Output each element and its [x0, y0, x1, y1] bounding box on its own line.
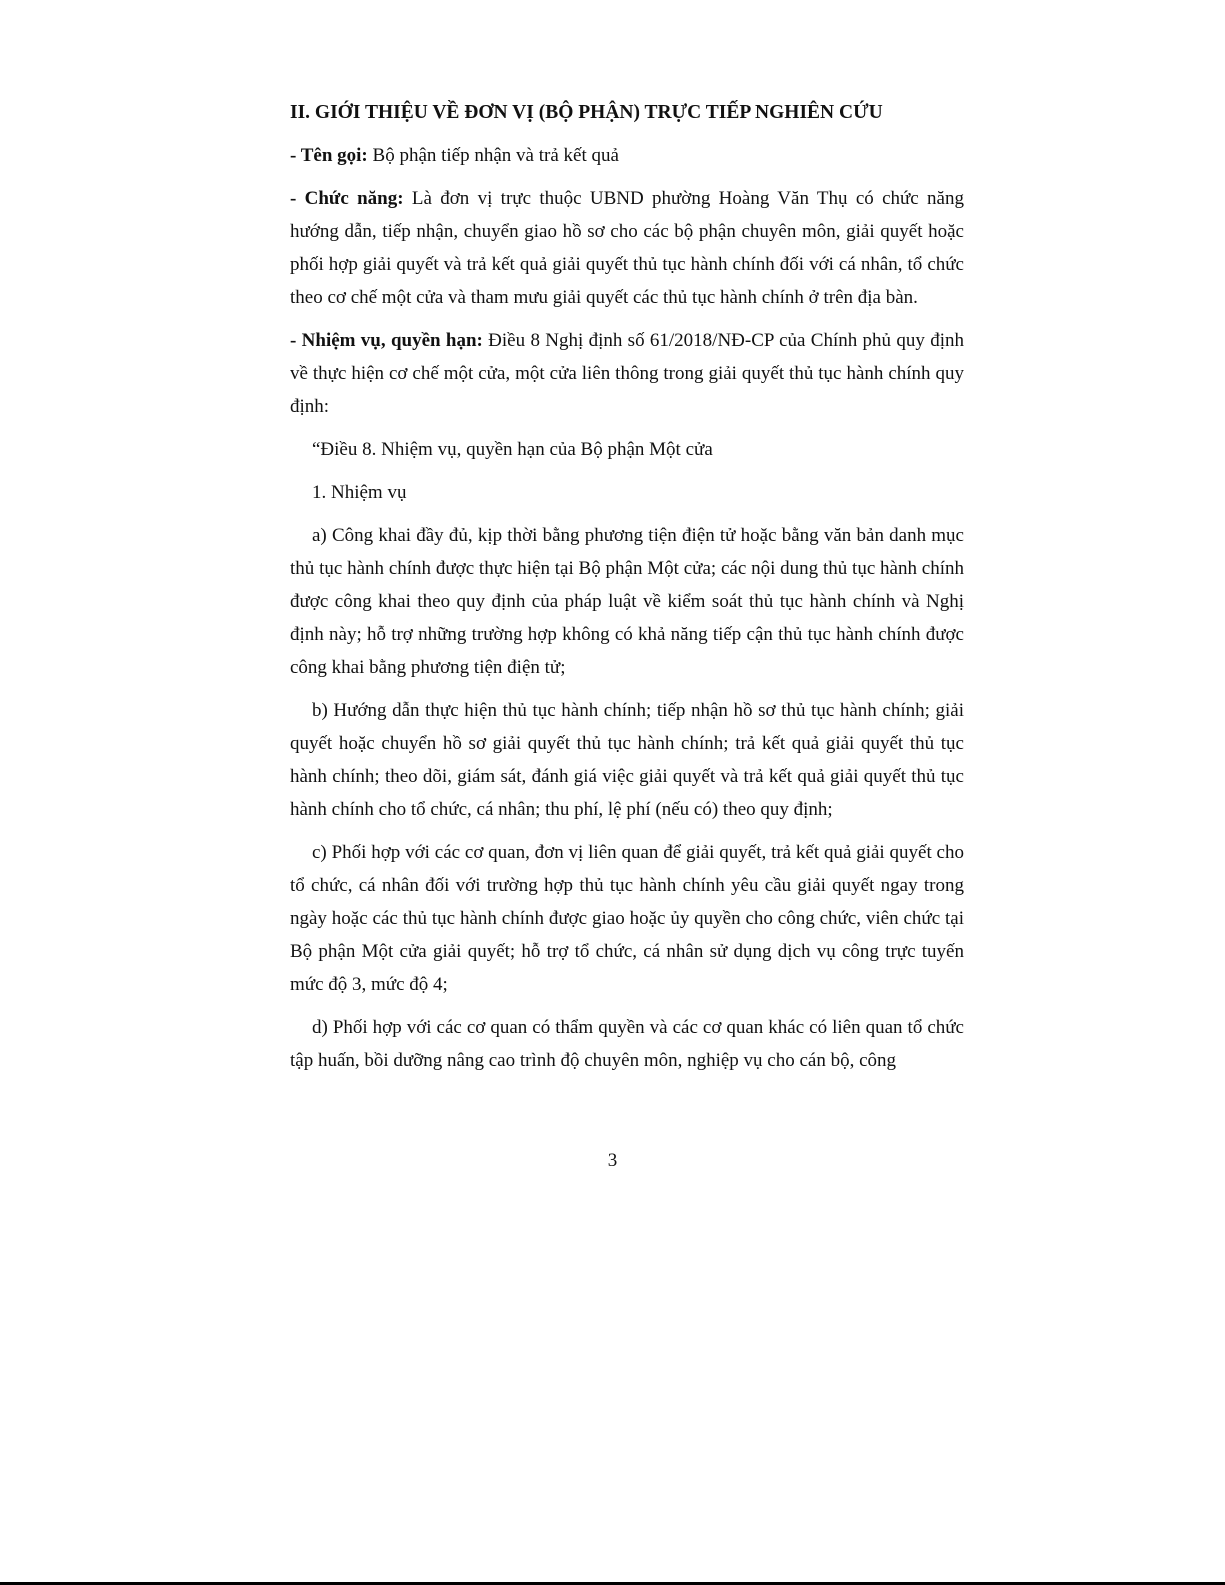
section-heading: II. GIỚI THIỆU VỀ ĐƠN VỊ (BỘ PHẬN) TRỰC TIẾP NGHIÊN CỨU	[290, 102, 883, 123]
ten-goi-label: - Tên gọi:	[290, 145, 368, 166]
ten-goi-text: Bộ phận tiếp nhận và trả kết quả	[367, 145, 619, 166]
chuc-nang-paragraph	[290, 182, 964, 314]
list-item: b) Hướng dẫn thực hiện thủ tục hành chính; tiếp nhận hồ sơ thủ tục hành chính; giải quyết hoặc chuyển hồ sơ giải quyết thủ tục hành chính; trả kết quả giải quyết thủ tục hành chính; theo dõi, giám sát, đánh giá việc giải quyết và trả kết quả giải quyết thủ tục hành chính cho tổ chức, cá nhân; thu phí, lệ phí (nếu có) theo quy định;	[290, 700, 964, 820]
list-item: d) Phối hợp với các cơ quan có thẩm quyền và các cơ quan khác có liên quan tổ chức tập huấn, bồi dưỡng nâng cao trình độ chuyên môn, nghiệp vụ cho cán bộ, công	[290, 1017, 964, 1071]
dieu-8-title: “Điều 8. Nhiệm vụ, quyền hạn của Bộ phận Một cửa	[312, 439, 713, 460]
page-number: 3	[607, 1150, 618, 1171]
nhiem-vu-heading: 1. Nhiệm vụ	[312, 482, 407, 503]
chuc-nang-text: Là đơn vị trực thuộc UBND phường Hoàng Văn Thụ có chức năng hướng dẫn, tiếp nhận, chuyển giao hồ sơ cho các bộ phận chuyên môn, giải quyết hoặc phối hợp giải quyết và trả kết quả giải quyết thủ tục hành chính đối với cá nhân, tổ chức theo cơ chế một cửa và tham mưu giải quyết các thủ tục hành chính ở trên địa bàn.	[290, 188, 964, 308]
list-item: c) Phối hợp với các cơ quan, đơn vị liên quan để giải quyết, trả kết quả giải quyết cho tổ chức, cá nhân đối với trường hợp thủ tục hành chính yêu cầu giải quyết ngay trong ngày hoặc các thủ tục hành chính được giao hoặc ủy quyền cho công chức, viên chức tại Bộ phận Một cửa giải quyết; hỗ trợ tổ chức, cá nhân sử dụng dịch vụ công trực tuyến mức độ 3, mức độ 4;	[290, 842, 964, 995]
list-item: a) Công khai đầy đủ, kịp thời bằng phương tiện điện tử hoặc bằng văn bản danh mục thủ tục hành chính được thực hiện tại Bộ phận Một cửa; các nội dung thủ tục hành chính được công khai theo quy định của pháp luật về kiểm soát thủ tục hành chính và Nghị định này; hỗ trợ những trường hợp không có khả năng tiếp cận thủ tục hành chính được công khai bằng phương tiện điện tử;	[290, 525, 964, 678]
nhiem-vu-quyen-han-paragraph	[290, 324, 964, 423]
ten-goi-paragraph	[290, 139, 964, 172]
nhiem-vu-quyen-han-label: - Nhiệm vụ, quyền hạn:	[290, 330, 483, 351]
page-content	[290, 96, 964, 1087]
chuc-nang-label: - Chức năng:	[290, 188, 404, 209]
nhiem-vu-quyen-han-text: Điều 8 Nghị định số 61/2018/NĐ-CP của Chính phủ quy định về thực hiện cơ chế một cửa, một cửa liên thông trong giải quyết thủ tục hành chính quy định:	[290, 330, 964, 417]
